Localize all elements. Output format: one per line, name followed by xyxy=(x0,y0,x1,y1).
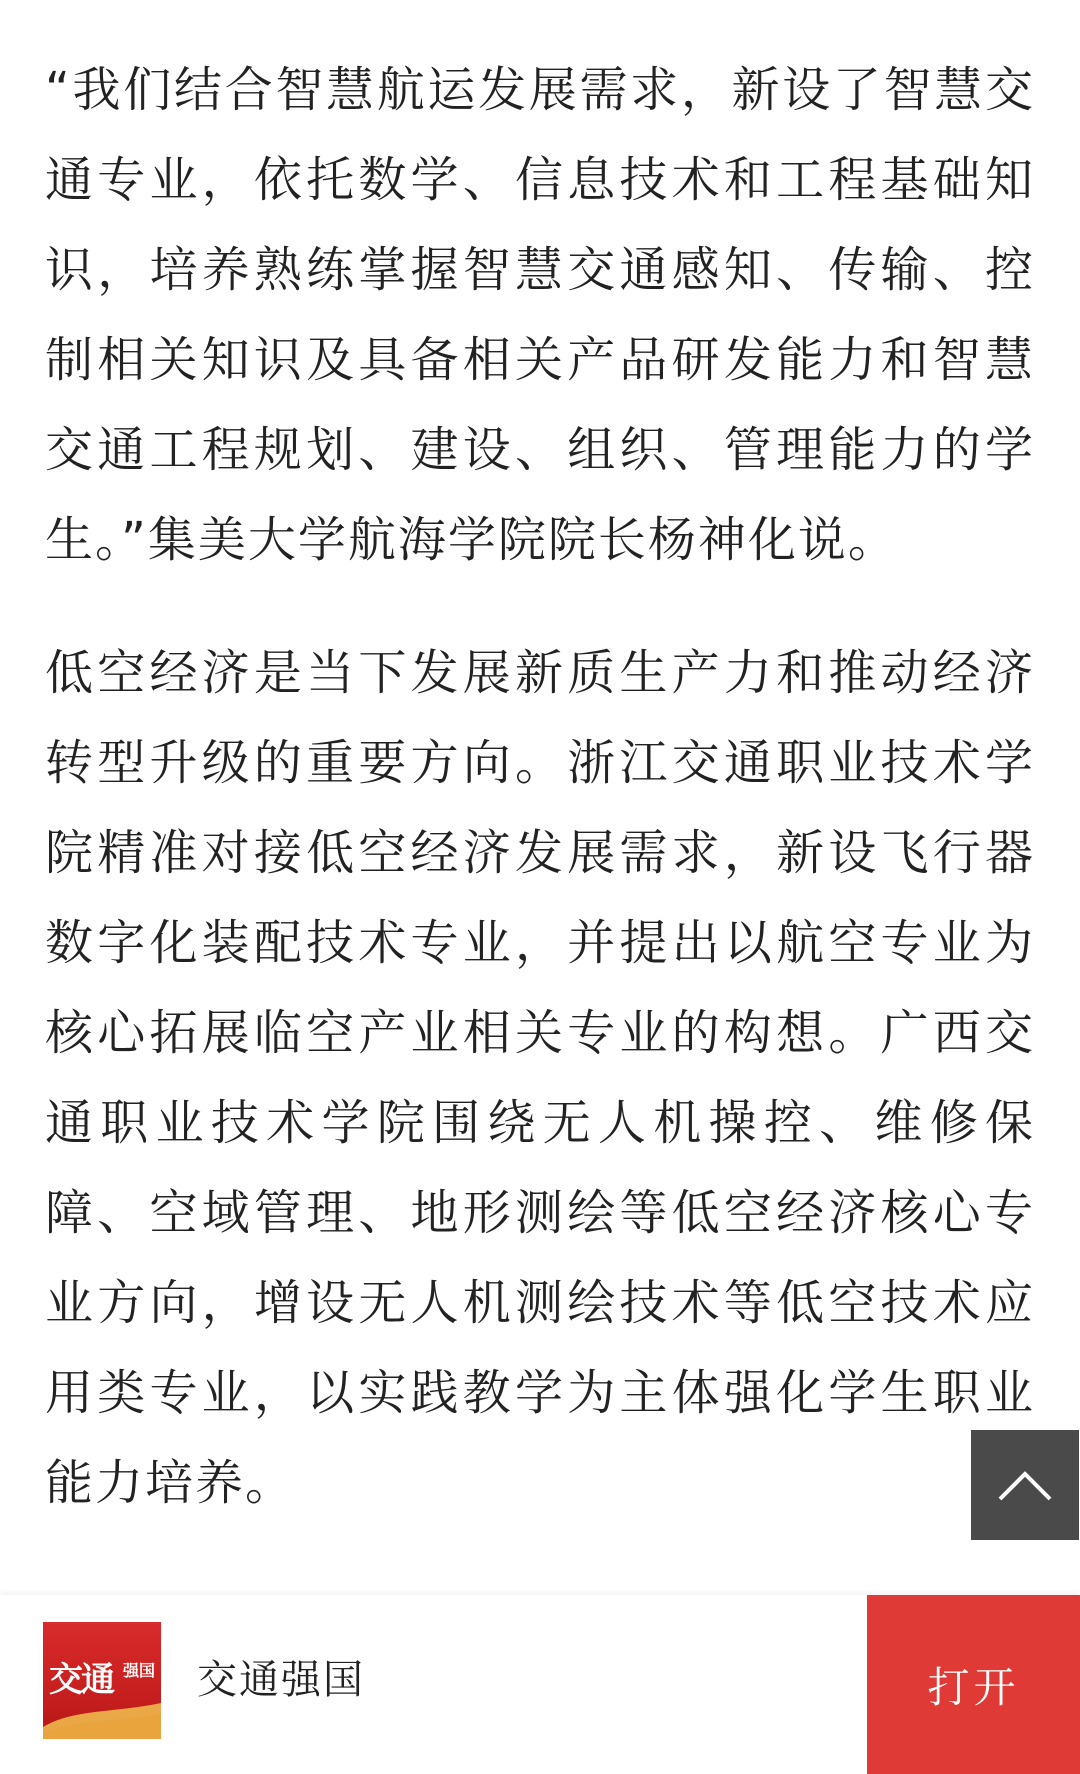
article-body xyxy=(45,45,1035,1571)
logo-wave-decoration xyxy=(43,1699,161,1739)
logo-main-text: 交通 xyxy=(49,1660,113,1700)
app-download-bar xyxy=(0,1595,1080,1774)
app-logo xyxy=(43,1622,161,1739)
app-name: 交通强国 xyxy=(197,1657,365,1703)
open-app-button[interactable]: 打开 xyxy=(867,1595,1080,1774)
article-paragraph-2: 低空经济是当下发展新质生产力和推动经济转型升级的重要方向。浙江交通职业技术学院精准对接低空经济发展需求，新设飞行器数字化装配技术专业，并提出以航空专业为核心拓展临空产业相关专业的构想。广西交通职业技术学院围绕无人机操控、维修保障、空域管理、地形测绘等低空经济核心专业方向，增设无人机测绘技术等低空技术应用类专业，以实践教学为主体强化学生职业能力培养。 xyxy=(45,645,1035,1511)
article-paragraph-1: “我们结合智慧航运发展需求，新设了智慧交通专业，依托数学、信息技术和工程基础知识，培养熟练掌握智慧交通感知、传输、控制相关知识及具备相关产品研发能力和智慧交通工程规划、建设、组织、管理能力的学生。”集美大学航海学院院长杨神化说。 xyxy=(45,62,1035,568)
chevron-up-icon xyxy=(997,1468,1053,1502)
back-to-top-button[interactable] xyxy=(971,1430,1079,1540)
logo-side-text: 强国 xyxy=(123,1661,156,1680)
